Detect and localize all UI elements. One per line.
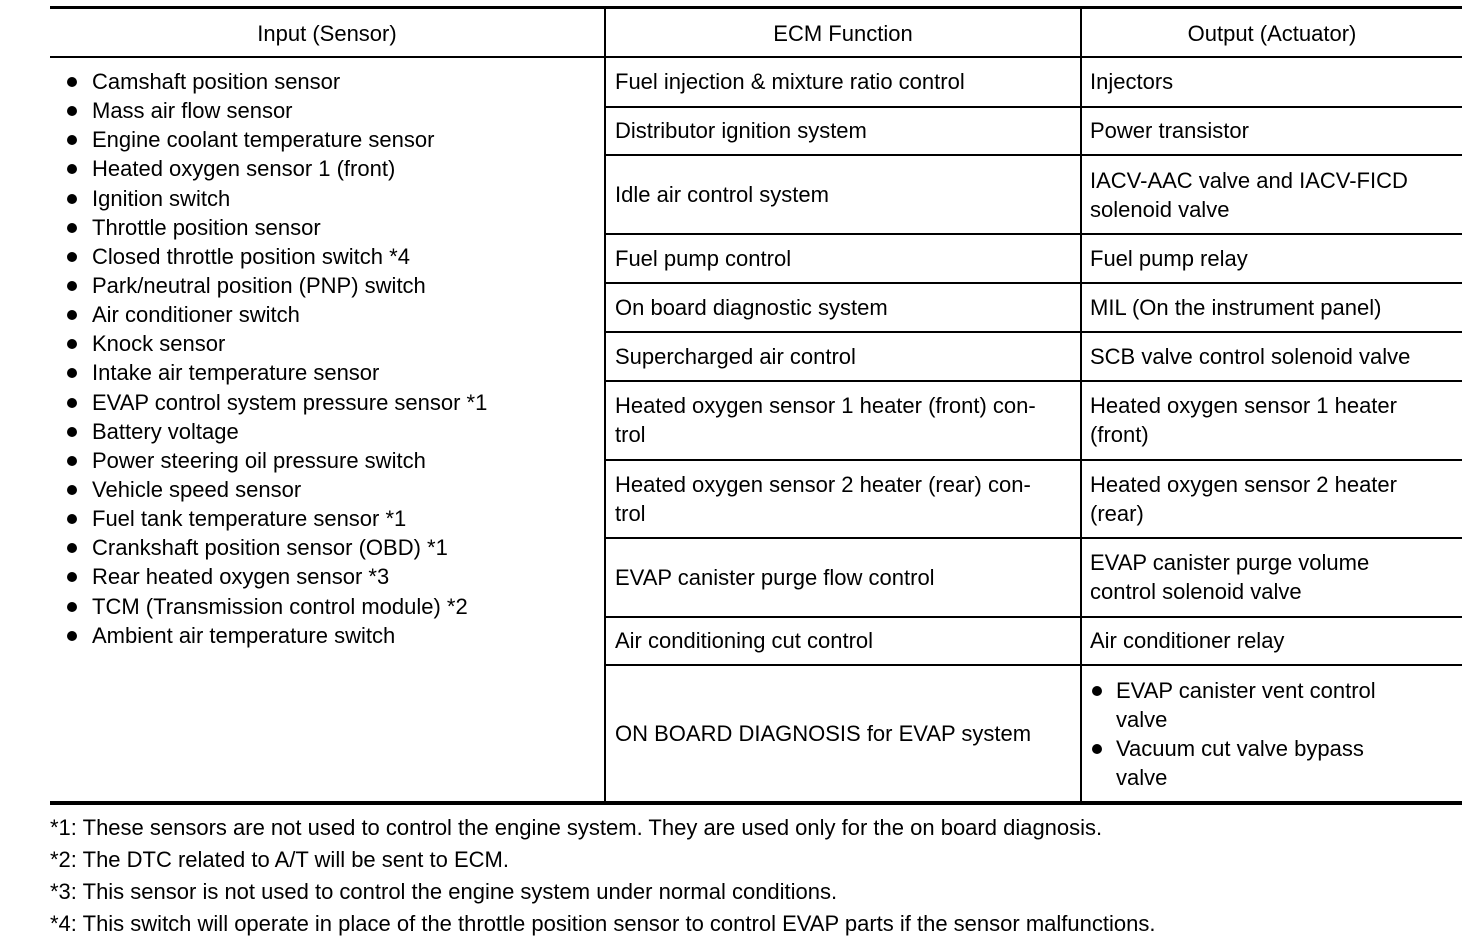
- function-cell: EVAP canister purge flow control: [615, 565, 935, 590]
- output-cell: (front): [1090, 422, 1149, 447]
- output-cell: MIL (On the instrument panel): [1090, 295, 1382, 320]
- function-cell: ON BOARD DIAGNOSIS for EVAP system: [615, 721, 1032, 746]
- bullet-icon: [67, 485, 77, 495]
- input-label: Camshaft position sensor: [92, 69, 341, 94]
- bullet-icon: [67, 631, 77, 641]
- bullet-icon: [67, 194, 77, 204]
- output-cell: Injectors: [1090, 69, 1174, 94]
- bullet-icon: [67, 543, 77, 553]
- row-divider: [606, 282, 1462, 284]
- input-label: Battery voltage: [92, 418, 239, 444]
- list-item: [64, 504, 487, 533]
- output-cell: Heated oxygen sensor 2 heater: [1090, 472, 1397, 497]
- output-cell: IACV-AAC valve and IACV-FICD: [1090, 168, 1408, 193]
- output-cell: (rear): [1090, 501, 1144, 526]
- list-item: [1090, 734, 1376, 792]
- footnote: *2: The DTC related to A/T will be sent to ECM.: [50, 847, 509, 872]
- function-cell: On board diagnostic system: [615, 295, 888, 320]
- list-item: [64, 562, 487, 591]
- function-cell: Idle air control system: [615, 182, 829, 207]
- input-label: Rear heated oxygen sensor *3: [92, 564, 390, 590]
- row-divider: [606, 459, 1462, 461]
- list-item: [64, 125, 487, 154]
- output-cell: Heated oxygen sensor 1 heater: [1090, 393, 1397, 418]
- output-cell: control solenoid valve: [1090, 579, 1302, 604]
- row-divider: [606, 537, 1462, 539]
- column-divider-2: [1080, 6, 1082, 803]
- row-divider: [606, 106, 1462, 108]
- list-item: [64, 154, 487, 183]
- bullet-icon: [67, 281, 77, 291]
- bullet-icon: [67, 252, 77, 262]
- footnote: *4: This switch will operate in place of the throttle position sensor to control EVAP parts if the sensor malfunctions.: [50, 911, 1156, 936]
- bullet-icon: [67, 514, 77, 524]
- row-divider: [606, 331, 1462, 333]
- input-label: Heated oxygen sensor 1 (front): [92, 156, 396, 182]
- table-bottom-rule: [50, 801, 1462, 805]
- output-cell: EVAP canister purge volume: [1090, 550, 1370, 575]
- list-item: [64, 300, 487, 329]
- input-label: Ignition switch: [92, 185, 231, 211]
- input-label: Ambient air temperature switch: [92, 622, 396, 648]
- footnote: *3: This sensor is not used to control the engine system under normal conditions.: [50, 879, 838, 904]
- output-cell: Fuel pump relay: [1090, 246, 1248, 271]
- input-sensor-list: [64, 67, 487, 650]
- bullet-icon: [67, 602, 77, 612]
- output-line: Vacuum cut valve bypass: [1116, 736, 1364, 761]
- bullet-icon: [67, 310, 77, 320]
- input-label: EVAP control system pressure sensor *1: [92, 389, 488, 415]
- bullet-icon: [67, 106, 77, 116]
- list-item: [64, 184, 487, 213]
- input-label: Crankshaft position sensor (OBD) *1: [92, 535, 448, 561]
- output-line: valve: [1116, 765, 1168, 790]
- output-line: EVAP canister vent control: [1116, 678, 1376, 703]
- input-label: Throttle position sensor: [92, 214, 321, 240]
- list-item: [64, 213, 487, 242]
- header-ecm-function: ECM Function: [773, 21, 913, 46]
- function-cell: Supercharged air control: [615, 344, 856, 369]
- input-label: Vehicle speed sensor: [92, 476, 302, 502]
- list-item: [64, 533, 487, 562]
- bullet-icon: [67, 164, 77, 174]
- output-line: valve: [1116, 707, 1168, 732]
- function-cell: Fuel pump control: [615, 246, 792, 271]
- function-cell: trol: [615, 501, 646, 526]
- function-cell: Heated oxygen sensor 1 heater (front) con-: [615, 393, 1036, 418]
- function-cell: Fuel injection & mixture ratio control: [615, 69, 965, 94]
- output-cell: SCB valve control solenoid valve: [1090, 344, 1411, 369]
- footnotes: [50, 813, 1155, 941]
- input-label: Engine coolant temperature sensor: [92, 127, 435, 153]
- bullet-icon: [67, 77, 77, 87]
- bullet-icon: [1092, 686, 1102, 696]
- input-label: Mass air flow sensor: [92, 98, 293, 124]
- list-item: [64, 271, 487, 300]
- row-divider: [606, 616, 1462, 618]
- input-label: Air conditioner switch: [92, 302, 300, 328]
- list-item: [64, 475, 487, 504]
- function-cell: trol: [615, 422, 646, 447]
- list-item: [64, 417, 487, 446]
- list-item: [1090, 676, 1376, 734]
- bullet-icon: [67, 456, 77, 466]
- bullet-icon: [67, 339, 77, 349]
- header-bottom-rule: [50, 56, 1462, 58]
- list-item: [64, 67, 487, 96]
- input-label: Park/neutral position (PNP) switch: [92, 272, 426, 298]
- column-divider-1: [604, 6, 606, 803]
- list-item: [64, 388, 487, 417]
- input-label: Fuel tank temperature sensor *1: [92, 506, 407, 532]
- bullet-icon: [1092, 744, 1102, 754]
- bullet-icon: [67, 572, 77, 582]
- table-top-rule: [50, 6, 1462, 9]
- evap-output-list: [1090, 676, 1376, 792]
- list-item: [64, 96, 487, 125]
- function-cell: Distributor ignition system: [615, 118, 867, 143]
- output-cell: Power transistor: [1090, 118, 1249, 143]
- list-item: [64, 329, 487, 358]
- header-input: Input (Sensor): [257, 21, 397, 46]
- list-item: [64, 621, 487, 650]
- row-divider: [606, 380, 1462, 382]
- bullet-icon: [67, 398, 77, 408]
- function-cell: Air conditioning cut control: [615, 628, 874, 653]
- output-cell: solenoid valve: [1090, 197, 1230, 222]
- row-divider: [606, 664, 1462, 666]
- input-label: Knock sensor: [92, 331, 226, 357]
- input-label: Power steering oil pressure switch: [92, 447, 426, 473]
- list-item: [64, 446, 487, 475]
- row-divider: [606, 233, 1462, 235]
- bullet-icon: [67, 223, 77, 233]
- input-label: Intake air temperature sensor: [92, 360, 380, 386]
- bullet-icon: [67, 427, 77, 437]
- list-item: [64, 242, 487, 271]
- header-output: Output (Actuator): [1187, 21, 1357, 46]
- input-label: TCM (Transmission control module) *2: [92, 593, 468, 619]
- input-label: Closed throttle position switch *4: [92, 243, 410, 269]
- bullet-icon: [67, 135, 77, 145]
- row-divider: [606, 154, 1462, 156]
- list-item: [64, 358, 487, 387]
- bullet-icon: [67, 368, 77, 378]
- output-cell: Air conditioner relay: [1090, 628, 1285, 653]
- list-item: [64, 592, 487, 621]
- function-cell: Heated oxygen sensor 2 heater (rear) con-: [615, 472, 1031, 497]
- footnote: *1: These sensors are not used to control the engine system. They are used only for the on board diagnosis.: [50, 815, 1103, 840]
